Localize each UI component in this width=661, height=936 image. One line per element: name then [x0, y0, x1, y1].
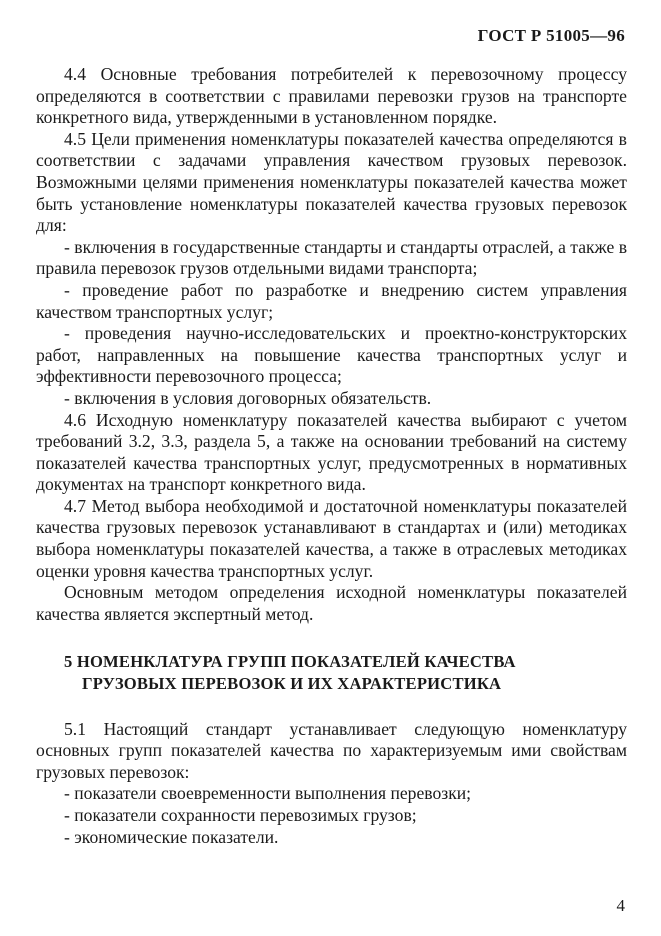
paragraph-4-7: 4.7 Метод выбора необходимой и достаточной номенклатуры показателей качества грузовых перевозок устанавливают в стандартах и (или) методиках выбора номенклатуры показателей качества, а также в отраслевых методиках оценки уровня качества транспортных услуг. [36, 495, 627, 581]
paragraph-4-5: 4.5 Цели применения номенклатуры показателей качества определяются в соответствии с задачами управления качеством грузовых перевозок. Возможными целями применения номенклатуры показателей качества может быть установление номенклатуры показателей качества грузовых перевозок для: [36, 128, 627, 236]
list-5-1-groups [36, 783, 627, 848]
list-item: - включения в государственные стандарты и стандарты отраслей, а также в правила перевозок грузов отдельными видами транспорта; [36, 236, 627, 279]
page-body [36, 64, 627, 848]
list-item: - показатели своевременности выполнения перевозки; [64, 783, 472, 804]
list-item: - экономические показатели. [64, 826, 279, 847]
paragraph-5-1: 5.1 Настоящий стандарт устанавливает следующую номенклатуру основных групп показателей качества по характеризуемым ими свойствам грузовых перевозок: [36, 718, 627, 782]
list-item: - проведения научно-исследовательских и проектно-конструкторских работ, направленных на повышение качества транспортных услуг и эффективности перевозочного процесса; [36, 323, 627, 387]
paragraph-expert-method: Основным методом определения исходной номенклатуры показателей качества является экспертный метод. [36, 582, 627, 624]
paragraph-4-4: 4.4 Основные требования потребителей к перевозочному процессу определяются в соответствии с правилами перевозки грузов на транспорте конкретного вида, утвержденными в установленном порядке. [36, 64, 627, 128]
section-5-heading-line2: ГРУЗОВЫХ ПЕРЕВОЗОК И ИХ ХАРАКТЕРИСТИКА [82, 674, 502, 694]
section-5-heading-line1: 5 НОМЕНКЛАТУРА ГРУПП ПОКАЗАТЕЛЕЙ КАЧЕСТВА [64, 652, 516, 672]
section-5-heading [36, 651, 627, 694]
document-code-header: ГОСТ Р 51005—96 [477, 26, 625, 45]
list-item: - показатели сохранности перевозимых грузов; [64, 805, 417, 825]
paragraph-4-6: 4.6 Исходную номенклатуру показателей качества выбирают с учетом требований 3.2, 3.3, раздела 5, а также на основании требований на систему показателей качества транспортных услуг, предусмотренных в нормативных документах на транспорт конкретного вида. [36, 409, 627, 495]
list-4-5-purposes [36, 237, 627, 410]
page-number: 4 [616, 896, 625, 915]
list-item: - включения в условия договорных обязательств. [64, 387, 432, 408]
list-item: - проведение работ по разработке и внедрению систем управления качеством транспортных услуг; [36, 279, 627, 322]
